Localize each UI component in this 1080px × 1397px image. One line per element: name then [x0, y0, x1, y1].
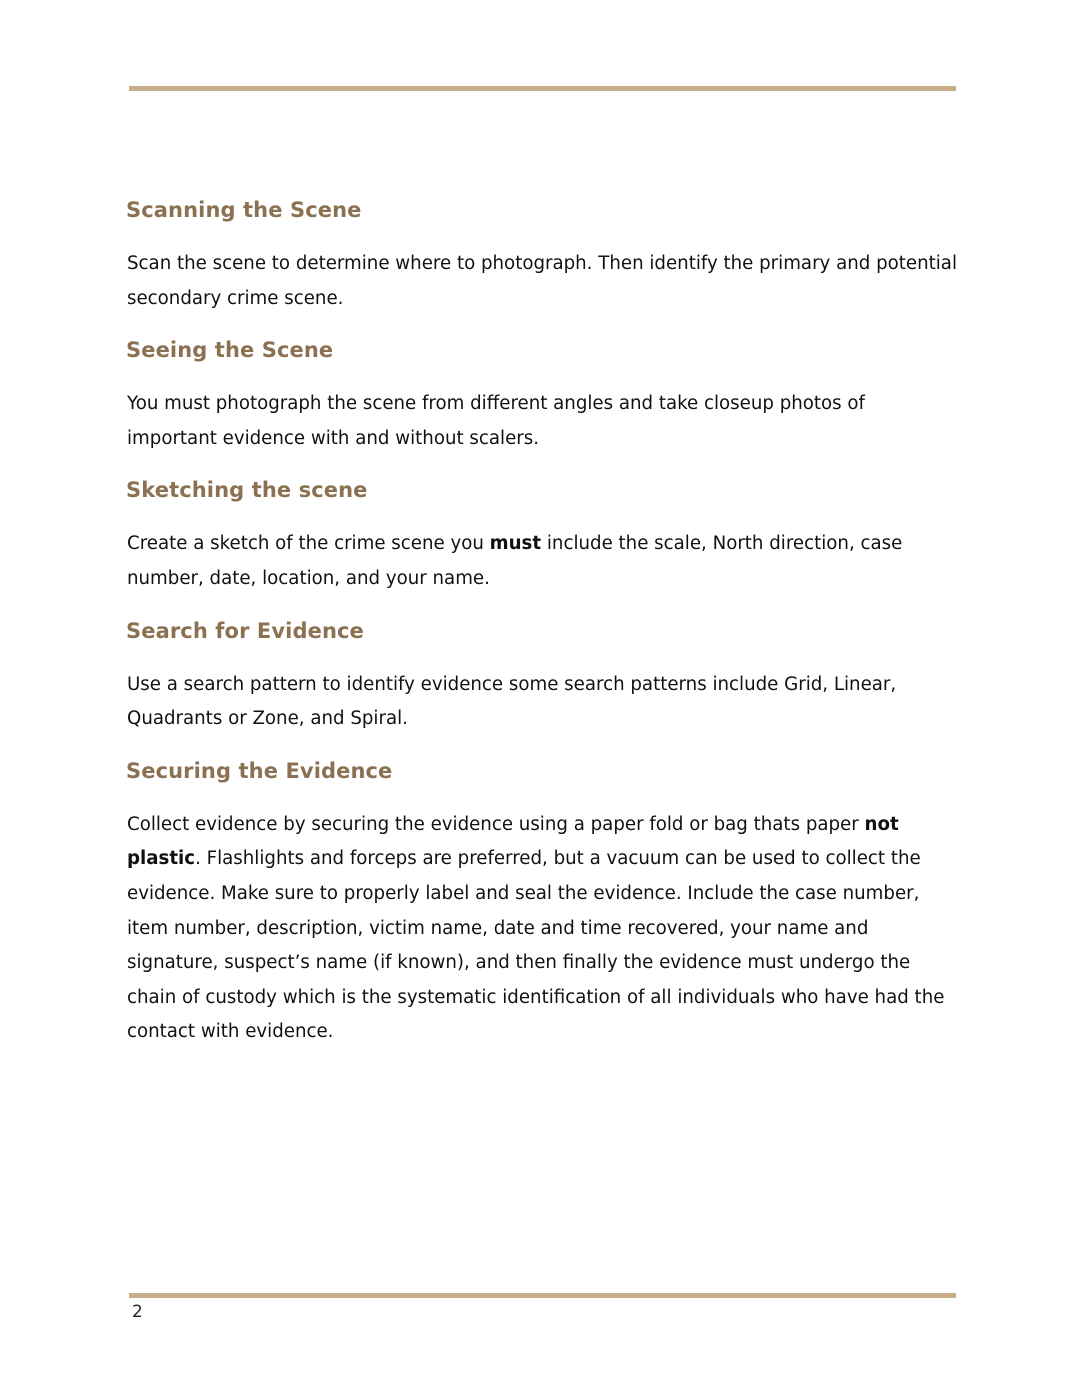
section-heading: Search for Evidence	[126, 618, 364, 643]
section-heading: Sketching the scene	[126, 478, 368, 503]
section-scanning-the-scene	[126, 193, 960, 316]
paragraph-text: include the scale, North direction, case number, date, location, and your name.	[127, 533, 903, 589]
emphasis-text: not plastic	[127, 813, 899, 870]
footer-rule	[129, 1293, 956, 1298]
section-heading: Seeing the Scene	[126, 338, 334, 363]
section-securing-the-evidence	[126, 754, 960, 1050]
paragraph-text: Create a sketch of the crime scene you	[127, 533, 490, 555]
section-heading: Securing the Evidence	[126, 758, 393, 783]
section-paragraph: You must photograph the scene from different angles and take closeup photos of important evidence with and without scalers.	[127, 393, 865, 449]
section-paragraph: Use a search pattern to identify evidence some search patterns include Grid, Linear, Quadrants or Zone, and Spiral.	[127, 673, 897, 730]
section-paragraph: Scan the scene to determine where to photograph. Then identify the primary and potential secondary crime scene.	[127, 253, 957, 309]
document-body	[126, 193, 960, 1050]
section-paragraph	[127, 527, 960, 596]
section-heading: Scanning the Scene	[126, 198, 362, 222]
paragraph-text: Collect evidence by securing the evidence using a paper fold or bag thats paper	[127, 813, 865, 835]
emphasis-text: must	[489, 533, 542, 555]
section-search-for-evidence	[126, 614, 960, 737]
header-rule	[129, 86, 956, 91]
section-seeing-the-scene	[126, 333, 960, 456]
page-number: 2	[132, 1302, 143, 1322]
paragraph-text: . Flashlights and forceps are preferred, but a vacuum can be used to collect the evidence. Make sure to properly label and seal the evidence. Include the case number, item number, description, victim name, date and time recovered, your name and signature, suspect’s name (if known), and then finally the evidence must undergo the chain of custody which is the systematic identification of all individuals who have had the contact with evidence.	[127, 848, 945, 1043]
section-paragraph	[127, 808, 960, 1050]
section-sketching-the-scene	[126, 473, 960, 596]
